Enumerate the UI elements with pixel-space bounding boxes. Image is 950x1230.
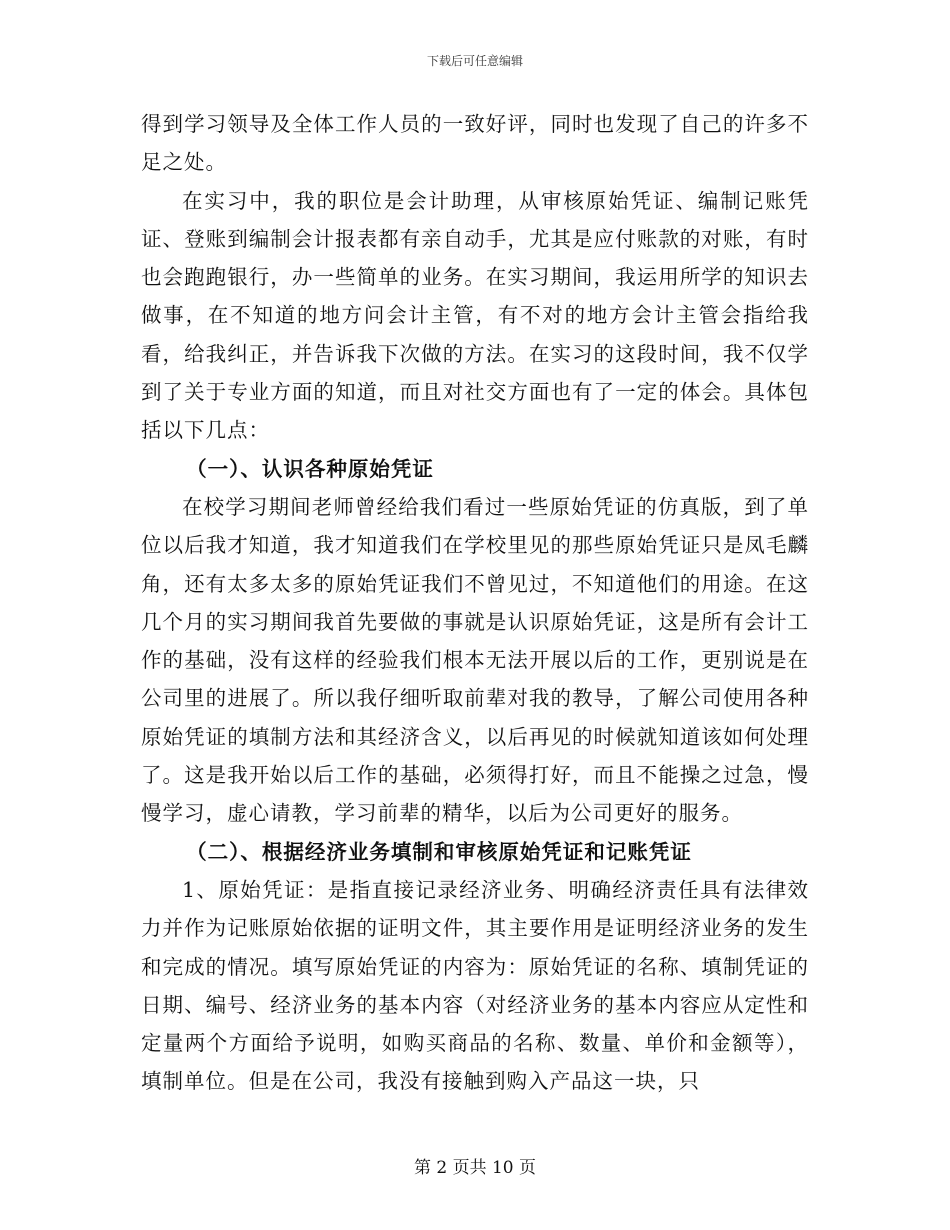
paragraph: 在实习中，我的职位是会计助理，从审核原始凭证、编制记账凭证、登账到编制会计报表都有亲自动手，尤其是应付账款的对账，有时也会跑跑银行，办一些简单的业务。在实习期间，我运用所学的知识去做事，在不知道的地方问会计主管，有不对的地方会计主管会指给我看，给我纠正，并告诉我下次做的方法。在实习的这段时间，我不仅学到了关于专业方面的知道，而且对社交方面也有了一定的体会。具体包括以下几点： — [141, 188, 809, 443]
section-heading: （二）、根据经济业务填制和审核原始凭证和记账凭证 — [186, 839, 692, 864]
paragraph: 1、原始凭证：是指直接记录经济业务、明确经济责任具有法律效力并作为记账原始依据的证明文件，其主要作用是证明经济业务的发生和完成的情况。填写原始凭证的内容为：原始凭证的名称、填制凭证的日期、编号、经济业务的基本内容（对经济业务的基本内容应从定性和定量两个方面给予说明，如购买商品的名称、数量、单价和金额等），填制单位。但是在公司，我没有接触到购入产品这一块，只 — [141, 877, 809, 1094]
section-heading: （一）、认识各种原始凭证 — [186, 456, 434, 481]
paragraph: 得到学习领导及全体工作人员的一致好评，同时也发现了自己的许多不足之处。 — [141, 112, 809, 175]
page-number: 第 2 页共 10 页 — [413, 1158, 537, 1178]
page-header: 下载后可任意编辑 — [426, 54, 523, 68]
document-body — [141, 105, 809, 1101]
paragraph: 在校学习期间老师曾经给我们看过一些原始凭证的仿真版，到了单位以后我才知道，我才知道我们在学校里见的那些原始凭证只是凤毛麟角，还有太多太多的原始凭证我们不曾见过，不知道他们的用途。在这几个月的实习期间我首先要做的事就是认识原始凭证，这是所有会计工作的基础，没有这样的经验我们根本无法开展以后的工作，更别说是在公司里的进展了。所以我仔细听取前辈对我的教导，了解公司使用各种原始凭证的填制方法和其经济含义，以后再见的时候就知道该如何处理了。这是我开始以后工作的基础，必须得打好，而且不能操之过急，慢慢学习，虚心请教，学习前辈的精华，以后为公司更好的服务。 — [141, 494, 809, 826]
